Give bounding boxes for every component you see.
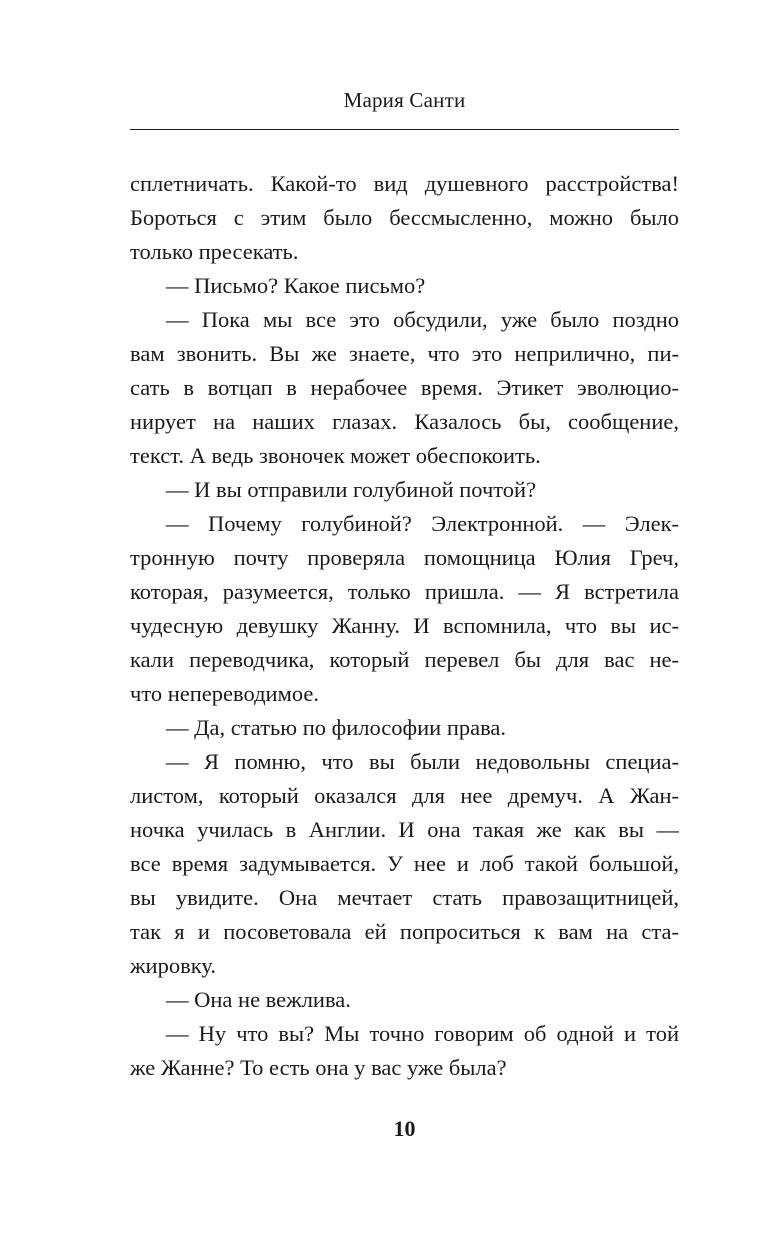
text-line: сплетничать. Какой-то вид душевного расстройства!	[130, 171, 679, 196]
header-rule	[130, 129, 679, 130]
text-line: же Жанне? То есть она у вас уже была?	[130, 1055, 507, 1080]
body-text	[130, 167, 679, 1085]
text-line: листом, который оказался для нее дремуч. А Жан-	[130, 783, 679, 808]
text-line: тронную почту проверяла помощница Юлия Греч,	[130, 545, 679, 570]
text-line: — Я помню, что вы были недовольны специа-	[166, 749, 679, 774]
text-line: что непереводимое.	[130, 681, 319, 706]
text-line: ночка училась в Англии. И она такая же как вы —	[130, 817, 679, 842]
text-line: только пресекать.	[130, 239, 299, 264]
text-line: — Она не вежлива.	[166, 987, 351, 1012]
text-line: сать в вотцап в нерабочее время. Этикет эволюцио-	[130, 375, 679, 400]
text-line: — Да, статью по философии права.	[166, 715, 507, 740]
running-head-author: Мария Санти	[343, 88, 466, 112]
text-line: — Пока мы все это обсудили, уже было поздно	[166, 307, 679, 332]
text-line: чудесную девушку Жанну. И вспомнила, что вы ис-	[130, 613, 679, 638]
text-line: текст. А ведь звоночек может обеспокоить.	[130, 443, 541, 468]
text-line: все время задумывается. У нее и лоб такой большой,	[130, 851, 679, 876]
text-line: — Письмо? Какое письмо?	[166, 273, 426, 298]
text-line: кали переводчика, который перевел бы для вас не-	[130, 647, 679, 672]
text-line: нирует на наших глазах. Казалось бы, сообщение,	[130, 409, 679, 434]
text-line: — И вы отправили голубиной почтой?	[166, 477, 537, 502]
text-line: — Почему голубиной? Электронной. — Элек-	[166, 511, 679, 536]
text-line: так я и посоветовала ей попроситься к вам на ста-	[130, 919, 679, 944]
text-line: которая, разумеется, только пришла. — Я встретила	[130, 579, 679, 604]
text-line: вы увидите. Она мечтает стать правозащитницей,	[130, 885, 679, 910]
page-number: 10	[393, 1116, 416, 1141]
text-line: — Ну что вы? Мы точно говорим об одной и той	[166, 1021, 679, 1046]
text-line: жировку.	[130, 953, 216, 978]
text-line: Бороться с этим было бессмысленно, можно было	[130, 205, 679, 230]
text-line: вам звонить. Вы же знаете, что это неприлично, пи-	[130, 341, 679, 366]
